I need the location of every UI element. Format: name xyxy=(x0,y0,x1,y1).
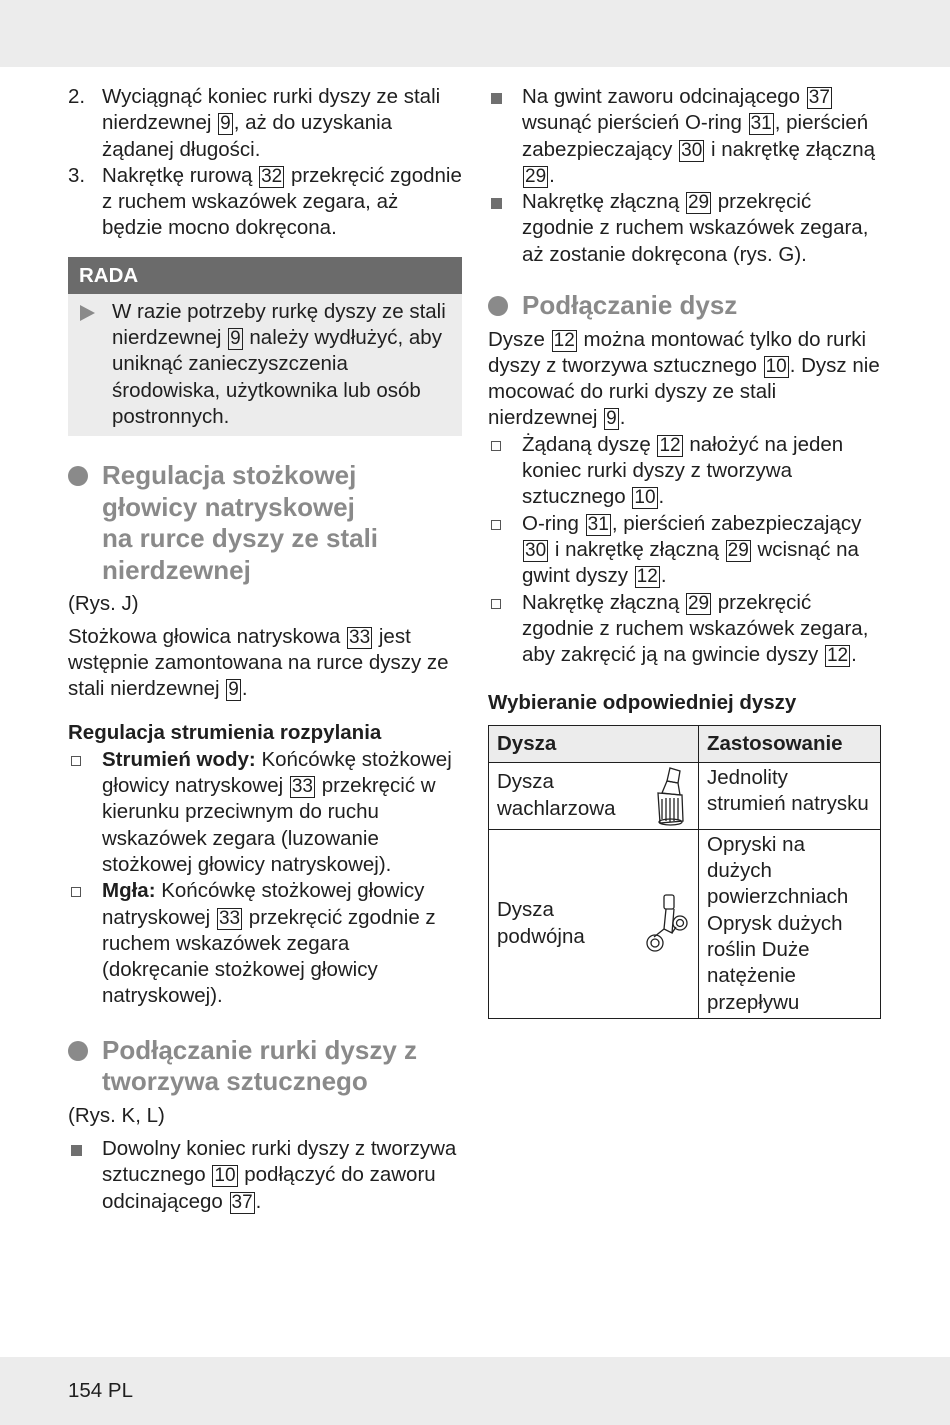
part-ref: 10 xyxy=(765,355,787,377)
text: . xyxy=(241,677,248,701)
table-row xyxy=(489,762,881,829)
text: wcisnąć na gwint dyszy xyxy=(522,537,859,588)
list-item xyxy=(488,84,884,189)
hint-title: RADA xyxy=(68,257,462,294)
hint-box xyxy=(68,257,462,436)
checkbox-icon xyxy=(488,511,522,590)
text: Na gwint zaworu odcinającego xyxy=(522,85,801,108)
nozzle-name: Dysza wachlarzowa xyxy=(497,770,616,820)
step-text xyxy=(102,163,462,242)
checkbox-icon xyxy=(488,432,522,511)
text: przekręcić w kierunku przeciwnym do ruchu wskazówek zegara (luzowanie stożkowej głowicy natryskowej). xyxy=(102,774,436,876)
nozzle-name: Dysza podwójna xyxy=(497,898,585,948)
subheading: Regulacja strumienia rozpylania xyxy=(68,721,382,745)
column-header: Dysza xyxy=(489,725,699,762)
part-ref: 29 xyxy=(687,192,710,214)
text: . xyxy=(851,643,857,667)
bullet-dot-icon xyxy=(68,1035,102,1098)
section-heading-plastic-tube xyxy=(68,1035,462,1098)
text: . xyxy=(660,564,667,588)
table-row xyxy=(489,829,881,1018)
nozzle-table xyxy=(488,725,881,1019)
part-ref: 9 xyxy=(230,328,241,350)
text: przekręcić zgodnie z ruchem wskazówek zegara, aż będzie mocno dokręcona. xyxy=(102,163,462,240)
item-text xyxy=(522,432,884,511)
text: , aż do uzyskania żądanej długości. xyxy=(102,111,393,161)
section-heading-cone-nozzle xyxy=(68,460,462,586)
item-text xyxy=(102,747,462,878)
table-cell: Opryski na dużych powierzchniach Oprysk dużych roślin Duże natężenie przepływu xyxy=(699,829,881,1018)
double-nozzle-icon xyxy=(644,893,690,955)
text: Nakrętkę złączną xyxy=(522,590,680,614)
square-bullet-icon xyxy=(68,1136,102,1215)
text: przekręcić zgodnie z ruchem wskazówek zegara (dokręcanie stożkowej głowicy natryskowej). xyxy=(102,905,436,1008)
bullet-dot-icon xyxy=(68,460,102,586)
text: wsunąć pierścień O-ring xyxy=(522,111,742,135)
part-ref: 12 xyxy=(553,329,575,351)
text: podłączyć do zaworu odcinającego xyxy=(102,1163,436,1213)
step-number: 3. xyxy=(68,163,86,187)
section-heading-nozzles xyxy=(488,290,884,322)
step-2 xyxy=(68,84,462,163)
heading-line: Podłączanie rurki dyszy z xyxy=(102,1034,418,1065)
part-ref: 9 xyxy=(228,679,239,701)
part-ref: 12 xyxy=(826,645,849,667)
part-ref: 29 xyxy=(525,165,547,187)
text: Stożkowa głowica natryskowa xyxy=(68,624,341,648)
text: , pierścień zabezpieczający xyxy=(611,511,862,535)
text: Dowolny koniec rurki dyszy z tworzywa sztucznego xyxy=(102,1137,457,1187)
part-ref: 29 xyxy=(687,592,710,614)
part-ref: 30 xyxy=(525,539,547,561)
part-ref: 9 xyxy=(220,113,231,135)
left-column xyxy=(68,84,462,1215)
paragraph xyxy=(488,327,884,432)
text: . Dysz nie mocować do rurki dyszy ze stali nierdzewnej xyxy=(488,353,880,430)
text: i nakrętkę złączną xyxy=(554,537,719,561)
text: można montować tylko do rurki dyszy z tworzywa sztucznego xyxy=(488,327,867,377)
text: przekręcić zgodnie z ruchem wskazówek zegara, aby zakręcić ją na gwincie dyszy xyxy=(522,590,869,667)
text: Końcówkę stożkowej głowicy natryskowej xyxy=(102,747,452,798)
text: i nakrętkę złączną xyxy=(710,137,876,161)
arrow-icon xyxy=(78,299,112,430)
text: Nakrętkę rurową xyxy=(102,163,253,187)
text: Żądaną dyszę xyxy=(522,432,651,456)
column-header: Zastosowanie xyxy=(699,725,881,762)
heading-line: tworzywa sztucznego xyxy=(102,1066,368,1097)
part-ref: 37 xyxy=(231,1191,253,1213)
heading-text: Podłączanie dysz xyxy=(522,290,738,321)
part-ref: 31 xyxy=(750,113,772,135)
part-ref: 12 xyxy=(659,434,681,456)
part-ref: 32 xyxy=(261,165,283,187)
item-text xyxy=(102,1136,462,1215)
list-item xyxy=(488,590,884,669)
item-text xyxy=(522,590,884,669)
hint-body xyxy=(68,294,462,436)
text: . xyxy=(619,406,626,430)
step-text xyxy=(102,84,462,163)
text: Końcówkę stożkowej głowicy natryskowej xyxy=(102,879,425,929)
list-item xyxy=(488,432,884,511)
text: . xyxy=(658,485,665,509)
text: , pierścień zabezpieczający xyxy=(522,111,869,161)
page-number: 154 PL xyxy=(68,1379,133,1402)
list-item xyxy=(68,1136,462,1215)
text: . xyxy=(255,1189,262,1213)
item-text xyxy=(522,84,884,189)
figure-ref: (Rys. J) xyxy=(68,592,139,616)
item-text xyxy=(522,189,884,268)
table-cell: Jednolity strumień natrysku xyxy=(699,762,881,829)
paragraph xyxy=(68,624,462,703)
heading-line: nierdzewnej xyxy=(102,554,251,585)
heading-text xyxy=(102,460,378,586)
figure-ref: (Rys. K, L) xyxy=(68,1103,165,1127)
text: Wyciągnąć koniec rurki dyszy ze stali nierdzewnej xyxy=(102,85,441,135)
footer-band xyxy=(0,1357,950,1425)
part-ref: 29 xyxy=(727,539,749,561)
part-ref: 37 xyxy=(808,87,830,108)
checkbox-icon xyxy=(488,590,522,669)
text: przekręcić zgodnie z ruchem wskazówek zegara, aż zostanie dokręcona (rys. G). xyxy=(522,190,869,266)
list-item xyxy=(68,747,462,878)
text: Dysze xyxy=(488,327,545,351)
bullet-dot-icon xyxy=(488,290,522,322)
fan-nozzle-icon xyxy=(650,765,690,827)
part-ref: 33 xyxy=(218,907,241,929)
hint-text xyxy=(112,299,452,430)
part-ref: 31 xyxy=(587,513,609,535)
table-header-row xyxy=(489,725,881,762)
label: Strumień wody: xyxy=(102,747,256,771)
part-ref: 33 xyxy=(291,776,313,798)
heading-text xyxy=(102,1035,417,1098)
text: należy wydłużyć, aby uniknąć zanieczyszczenia środowiska, użytkownika lub osób postronnych. xyxy=(112,326,442,428)
table-cell xyxy=(489,762,699,829)
text: jest wstępnie zamontowana na rurce dyszy ze stali nierdzewnej xyxy=(68,624,449,701)
item-text xyxy=(522,511,884,590)
part-ref: 9 xyxy=(606,408,617,430)
checkbox-icon xyxy=(68,747,102,878)
table-cell xyxy=(489,829,699,1018)
label: Mgła: xyxy=(102,879,156,903)
step-3 xyxy=(68,163,462,242)
part-ref: 33 xyxy=(349,626,371,648)
part-ref: 10 xyxy=(214,1165,236,1187)
heading-line: Regulacja stożkowej xyxy=(102,460,357,491)
text: nałożyć na jeden koniec rurki dyszy z tworzywa sztucznego xyxy=(522,432,844,509)
right-column xyxy=(488,84,884,1019)
square-bullet-icon xyxy=(488,84,522,189)
text: Nakrętkę złączną xyxy=(522,190,680,214)
heading-line: głowicy natryskowej xyxy=(102,491,355,522)
list-item xyxy=(68,878,462,1009)
text: O-ring xyxy=(522,511,579,535)
item-text xyxy=(102,878,462,1009)
text: W razie potrzeby rurkę dyszy ze stali nierdzewnej xyxy=(112,299,446,350)
list-item xyxy=(488,511,884,590)
list-item xyxy=(488,189,884,268)
header-band xyxy=(0,0,950,67)
checkbox-icon xyxy=(68,878,102,1009)
step-number: 2. xyxy=(68,85,86,108)
heading-line: na rurce dyszy ze stali xyxy=(102,523,379,554)
part-ref: 30 xyxy=(681,139,703,161)
text: . xyxy=(549,163,555,187)
part-ref: 12 xyxy=(636,566,658,588)
part-ref: 10 xyxy=(634,487,656,509)
table-title: Wybieranie odpowiedniej dyszy xyxy=(488,691,797,715)
square-bullet-icon xyxy=(488,189,522,268)
